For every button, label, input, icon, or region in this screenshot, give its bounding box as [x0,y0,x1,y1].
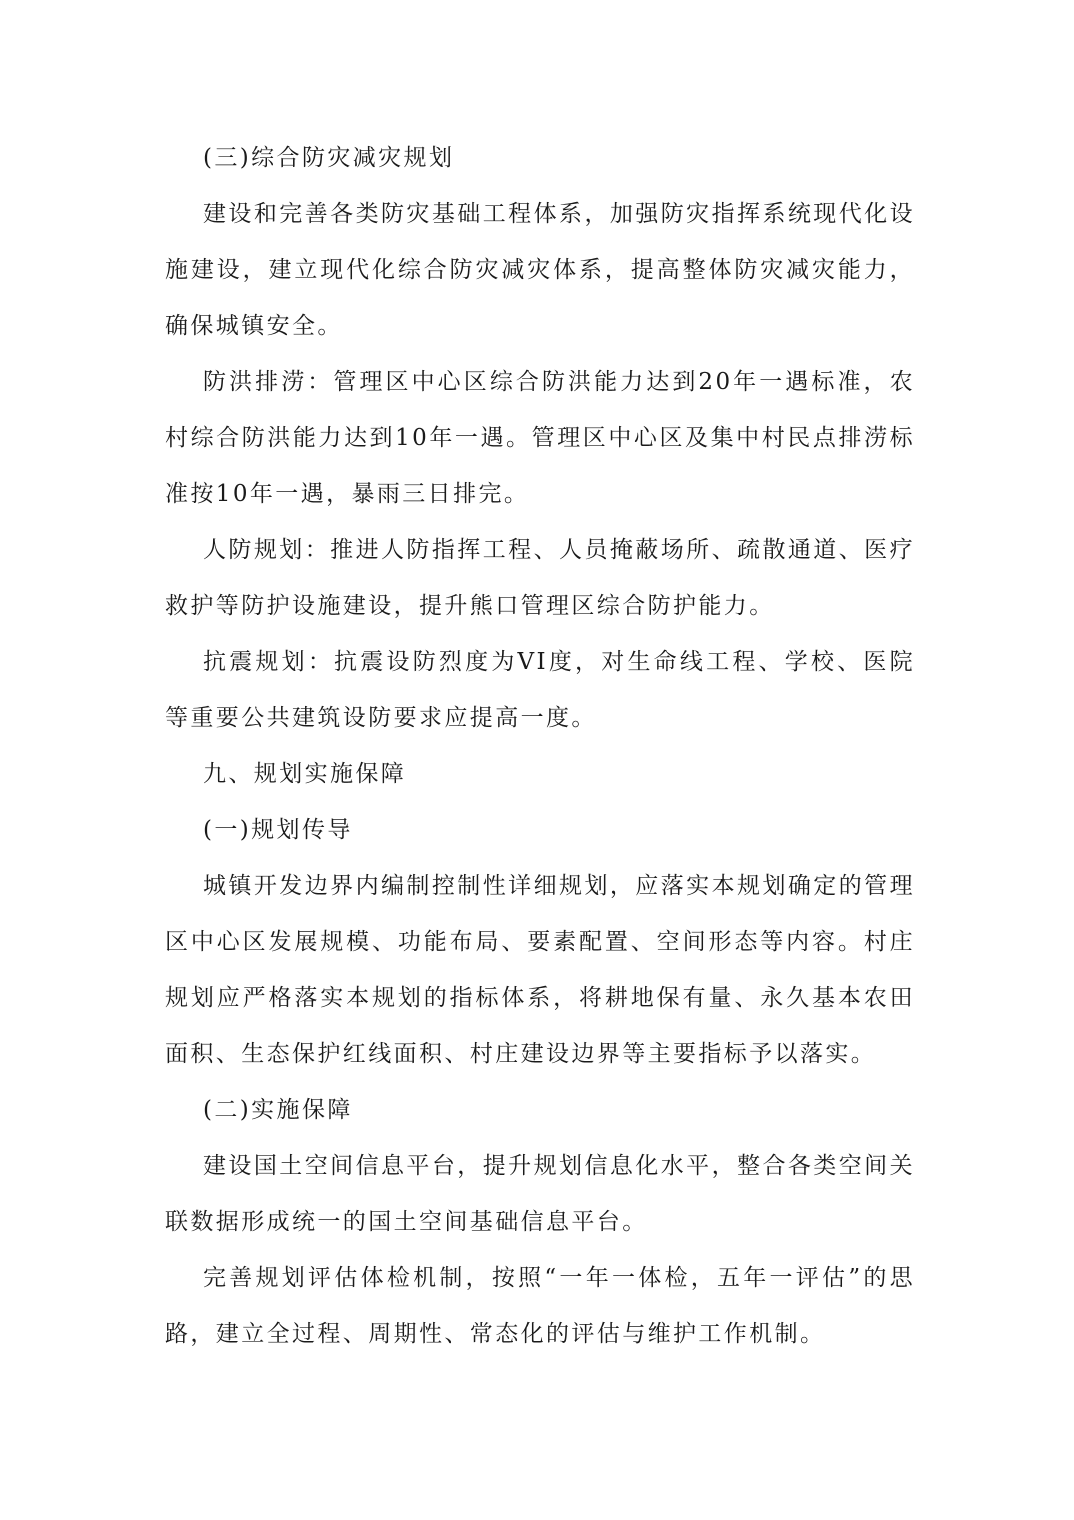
paragraph-civil-defense: 人防规划：推进人防指挥工程、人员掩蔽场所、疏散通道、医疗救护等防护设施建设，提升熊口管理区综合防护能力。 [165,537,915,619]
paragraph-flood-control: 防洪排涝：管理区中心区综合防洪能力达到20年一遇标准，农村综合防洪能力达到10年一遇。管理区中心区及集中村民点排涝标准按10年一遇，暴雨三日排完。 [165,369,915,507]
heading-comprehensive-disaster-prevention: (三)综合防灾减灾规划 [203,145,455,171]
paragraph-disaster-system: 建设和完善各类防灾基础工程体系，加强防灾指挥系统现代化设施建设，建立现代化综合防灾减灾体系，提高整体防灾减灾能力，确保城镇安全。 [165,201,915,339]
heading-implementation-guarantee: 九、规划实施保障 [203,761,407,787]
heading-implementation-support: (二)实施保障 [203,1097,353,1123]
paragraph-earthquake-resistance: 抗震规划：抗震设防烈度为VI度，对生命线工程、学校、医院等重要公共建筑设防要求应提高一度。 [165,649,915,731]
paragraph-evaluation-mechanism: 完善规划评估体检机制，按照“一年一体检，五年一评估”的思路，建立全过程、周期性、常态化的评估与维护工作机制。 [165,1265,915,1347]
document-body [165,130,915,1362]
paragraph-information-platform: 建设国土空间信息平台，提升规划信息化水平，整合各类空间关联数据形成统一的国土空间基础信息平台。 [165,1153,915,1235]
paragraph-detailed-planning: 城镇开发边界内编制控制性详细规划，应落实本规划确定的管理区中心区发展规模、功能布局、要素配置、空间形态等内容。村庄规划应严格落实本规划的指标体系，将耕地保有量、永久基本农田面积、生态保护红线面积、村庄建设边界等主要指标予以落实。 [165,873,915,1067]
heading-planning-transmission: (一)规划传导 [203,817,353,843]
